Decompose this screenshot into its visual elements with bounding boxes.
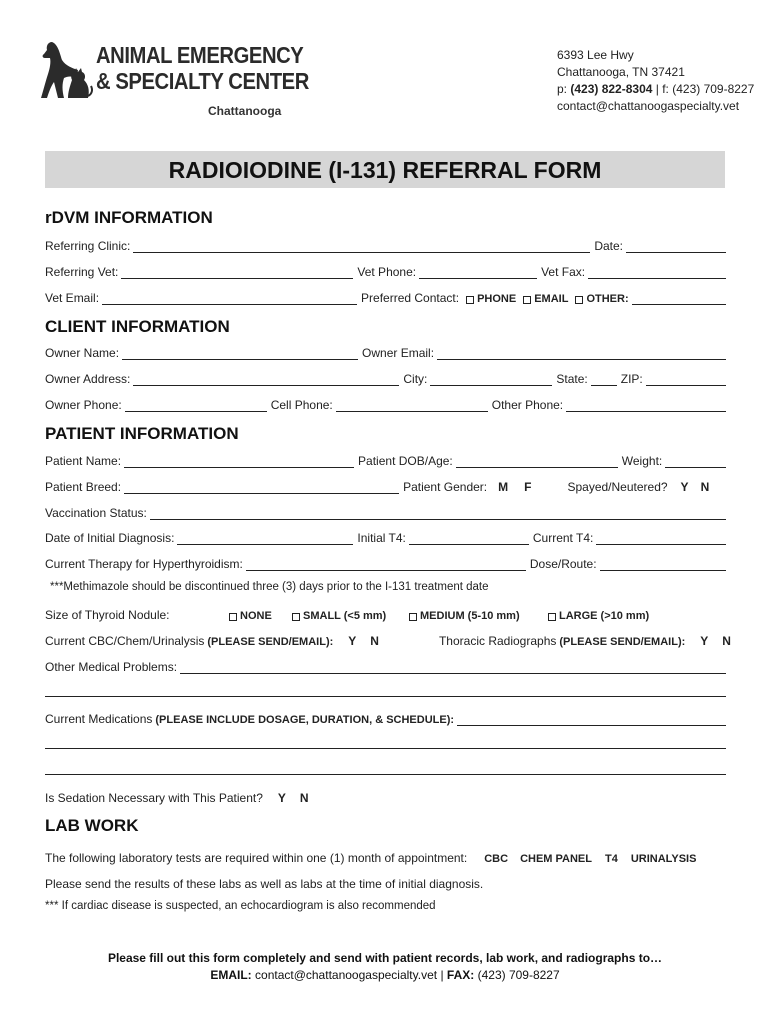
email-option: EMAIL	[534, 293, 569, 305]
current-meds-field[interactable]	[457, 712, 726, 726]
radiographs-label: Thoracic Radiographs	[438, 634, 557, 648]
vet-fax-label: Vet Fax:	[541, 265, 586, 279]
row-referring-vet	[45, 261, 726, 279]
owner-phone-field[interactable]	[125, 398, 267, 412]
footer-fax-label: FAX:	[446, 968, 475, 982]
nodule-none-option: NONE	[240, 610, 272, 622]
state-label: State:	[556, 372, 588, 386]
phone-option: PHONE	[477, 293, 517, 305]
dog-cat-logo-icon	[38, 40, 94, 102]
current-meds-note: (PLEASE INCLUDE DOSAGE, DURATION, & SCHEDULE):	[155, 714, 455, 726]
cell-phone-field[interactable]	[336, 398, 488, 412]
initial-t4-label: Initial T4:	[357, 531, 406, 545]
owner-address-field[interactable]	[133, 372, 399, 386]
referring-vet-label: Referring Vet:	[45, 265, 119, 279]
row-current-meds	[45, 708, 726, 726]
other-problems-label: Other Medical Problems:	[45, 660, 178, 674]
dose-route-field[interactable]	[600, 557, 726, 571]
cbc-label: Current CBC/Chem/Urinalysis	[45, 634, 205, 648]
address-street: 6393 Lee Hwy	[557, 48, 634, 62]
initial-diagnosis-label: Date of Initial Diagnosis:	[45, 531, 175, 545]
row-current-therapy	[45, 553, 726, 571]
lab-test-chem: CHEM PANEL	[520, 853, 592, 865]
state-field[interactable]	[591, 372, 617, 386]
vet-fax-field[interactable]	[588, 265, 726, 279]
other-contact-field[interactable]	[632, 291, 726, 305]
footer-email-label: EMAIL:	[210, 968, 252, 982]
owner-name-field[interactable]	[122, 346, 358, 360]
current-therapy-label: Current Therapy for Hyperthyroidism:	[45, 557, 243, 571]
owner-email-label: Owner Email:	[362, 346, 435, 360]
row-owner-address	[45, 368, 726, 386]
spayed-no-option[interactable]: N	[700, 480, 710, 494]
date-field[interactable]	[626, 239, 726, 253]
cbc-no-option[interactable]: N	[370, 634, 379, 648]
weight-field[interactable]	[665, 454, 726, 468]
contact-phone-fax: p: (423) 822-8304 | f: (423) 709-8227	[557, 82, 755, 96]
vet-email-field[interactable]	[102, 291, 357, 305]
current-meds-line-2[interactable]	[45, 748, 726, 749]
methimazole-note: ***Methimazole should be discontinued three (3) days prior to the I-131 treatment date	[50, 581, 489, 593]
org-name-line1: ANIMAL EMERGENCY	[96, 42, 304, 68]
row-other-problems	[45, 656, 726, 674]
row-vaccination	[45, 502, 726, 520]
vet-phone-field[interactable]	[419, 265, 537, 279]
row-cbc-radiographs	[45, 630, 731, 648]
form-title: RADIOIODINE (I-131) REFERRAL FORM	[45, 151, 725, 188]
nodule-large-checkbox[interactable]	[548, 613, 556, 621]
footer-contact: EMAIL: contact@chattanoogaspecialty.vet | FAX: (423) 709-8227	[210, 968, 560, 982]
org-name-line2: & SPECIALTY CENTER	[96, 68, 309, 94]
org-location: Chattanooga	[208, 104, 282, 118]
referring-vet-field[interactable]	[121, 265, 353, 279]
date-label: Date:	[594, 239, 623, 253]
current-t4-field[interactable]	[596, 531, 726, 545]
nodule-small-checkbox[interactable]	[292, 613, 300, 621]
owner-name-label: Owner Name:	[45, 346, 120, 360]
weight-label: Weight:	[621, 454, 663, 468]
row-initial-diagnosis	[45, 527, 726, 545]
radiographs-send-note: (PLEASE SEND/EMAIL):	[559, 636, 686, 648]
current-therapy-field[interactable]	[246, 557, 526, 571]
current-meds-line-3[interactable]	[45, 774, 726, 775]
radiographs-no-option[interactable]: N	[722, 634, 731, 648]
cardiac-note: *** If cardiac disease is suspected, an echocardiogram is also recommended	[45, 900, 436, 912]
initial-diagnosis-field[interactable]	[177, 531, 353, 545]
nodule-small-option: SMALL (<5 mm)	[303, 610, 387, 622]
address-block	[557, 47, 754, 115]
phone-number: (423) 822-8304	[570, 82, 653, 96]
other-checkbox[interactable]	[575, 296, 583, 304]
current-t4-label: Current T4:	[532, 531, 594, 545]
lab-send-text: Please send the results of these labs as well as labs at the time of initial diagnosis.	[45, 877, 484, 891]
nodule-medium-checkbox[interactable]	[409, 613, 417, 621]
zip-label: ZIP:	[620, 372, 643, 386]
footer-email[interactable]: contact@chattanoogaspecialty.vet	[255, 968, 438, 982]
cell-phone-label: Cell Phone:	[270, 398, 333, 412]
row-referring-clinic	[45, 235, 726, 253]
email-checkbox[interactable]	[523, 296, 531, 304]
owner-email-field[interactable]	[437, 346, 726, 360]
spayed-yes-option[interactable]: Y	[680, 480, 689, 494]
row-nodule-size	[45, 604, 726, 622]
logo	[38, 40, 309, 120]
row-patient-breed	[45, 476, 726, 494]
footer-fax: (423) 709-8227	[477, 968, 560, 982]
gender-m-option[interactable]: M	[498, 480, 509, 494]
radiographs-yes-option[interactable]: Y	[700, 634, 709, 648]
patient-name-label: Patient Name:	[45, 454, 122, 468]
row-vet-email	[45, 287, 726, 305]
other-phone-label: Other Phone:	[491, 398, 564, 412]
row-sedation	[45, 787, 726, 805]
footer-instructions: Please fill out this form completely and send with patient records, lab work, and radiographs to…	[107, 951, 663, 965]
lab-test-cbc: CBC	[484, 853, 509, 865]
vaccination-label: Vaccination Status:	[45, 506, 147, 520]
spayed-label: Spayed/Neutered?	[567, 480, 668, 494]
lab-heading: LAB WORK	[45, 816, 139, 835]
lab-required-text: The following laboratory tests are required within one (1) month of appointment:	[45, 851, 468, 865]
row-patient-name	[45, 450, 726, 468]
row-lab-required	[45, 847, 726, 865]
city-field[interactable]	[430, 372, 552, 386]
referring-clinic-label: Referring Clinic:	[45, 239, 131, 253]
nodule-large-option: LARGE (>10 mm)	[559, 610, 650, 622]
nodule-none-checkbox[interactable]	[229, 613, 237, 621]
owner-address-label: Owner Address:	[45, 372, 131, 386]
rdvm-heading: rDVM INFORMATION	[45, 208, 213, 227]
patient-breed-field[interactable]	[124, 480, 399, 494]
cbc-yes-option[interactable]: Y	[348, 634, 357, 648]
patient-heading: PATIENT INFORMATION	[45, 424, 239, 443]
other-option: OTHER:	[586, 293, 629, 305]
other-phone-field[interactable]	[566, 398, 726, 412]
city-label: City:	[403, 372, 428, 386]
patient-gender-label: Patient Gender:	[403, 480, 488, 494]
nodule-medium-option: MEDIUM (5-10 mm)	[420, 610, 520, 622]
dose-route-label: Dose/Route:	[529, 557, 597, 571]
other-problems-field[interactable]	[180, 660, 726, 674]
current-meds-label: Current Medications	[45, 712, 153, 726]
org-name	[96, 42, 309, 94]
owner-phone-label: Owner Phone:	[45, 398, 122, 412]
row-owner-name	[45, 342, 726, 360]
phone-checkbox[interactable]	[466, 296, 474, 304]
sedation-no-option[interactable]: N	[299, 791, 309, 805]
vaccination-field[interactable]	[150, 506, 726, 520]
patient-breed-label: Patient Breed:	[45, 480, 122, 494]
zip-field[interactable]	[646, 372, 726, 386]
address-city: Chattanooga, TN 37421	[557, 65, 685, 79]
referring-clinic-field[interactable]	[133, 239, 590, 253]
vet-phone-label: Vet Phone:	[357, 265, 417, 279]
patient-dob-label: Patient DOB/Age:	[358, 454, 453, 468]
patient-dob-field[interactable]	[456, 454, 618, 468]
initial-t4-field[interactable]	[409, 531, 529, 545]
sedation-yes-option[interactable]: Y	[277, 791, 286, 805]
contact-email: contact@chattanoogaspecialty.vet	[557, 99, 740, 113]
sedation-label: Is Sedation Necessary with This Patient?	[45, 791, 263, 805]
cbc-send-note: (PLEASE SEND/EMAIL):	[207, 636, 334, 648]
other-problems-line-2[interactable]	[45, 696, 726, 697]
patient-name-field[interactable]	[124, 454, 354, 468]
preferred-contact-label: Preferred Contact:	[361, 291, 460, 305]
client-heading: CLIENT INFORMATION	[45, 317, 230, 336]
gender-f-option[interactable]: F	[524, 480, 532, 494]
row-lab-send	[45, 873, 726, 891]
row-owner-phone	[45, 394, 726, 412]
lab-test-urinalysis: URINALYSIS	[630, 853, 697, 865]
nodule-size-label: Size of Thyroid Nodule:	[45, 608, 170, 622]
vet-email-label: Vet Email:	[45, 291, 100, 305]
lab-test-t4: T4	[605, 853, 618, 865]
